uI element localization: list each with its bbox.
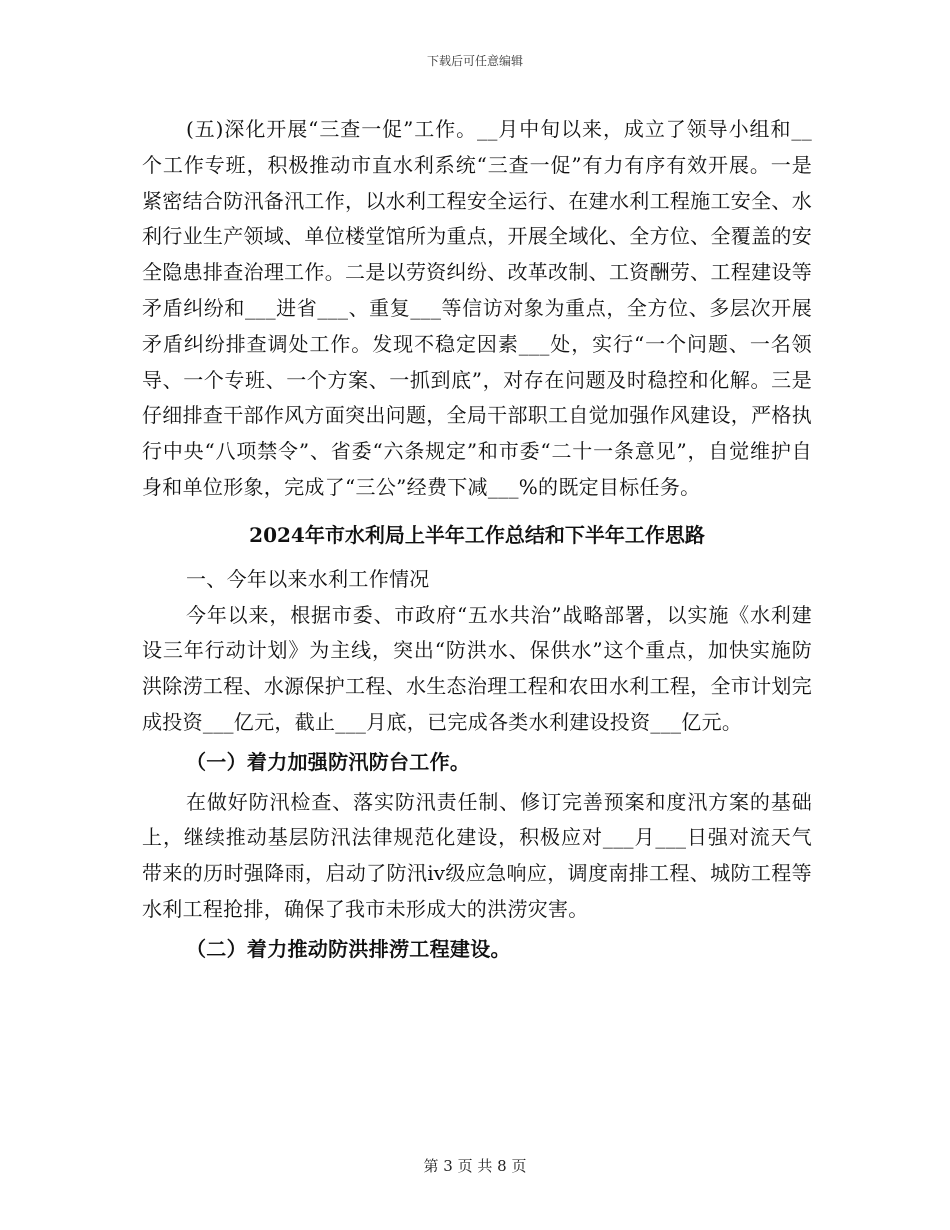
item-1-body: 在做好防汛检查、落实防汛责任制、修订完善预案和度汛方案的基础上，继续推动基层防汛法律规范化建设，积极应对___月___日强对流天气带来的历时强降雨，启动了防汛ⅳ级应急响应，调度南排工程、城防工程等水利工程抢排，确保了我市未形成大的洪涝灾害。 bbox=[142, 789, 812, 921]
part-1-intro: 今年以来，根据市委、市政府“五水共治”战略部署，以实施《水利建设三年行动计划》为主线，突出“防洪水、保供水”这个重点，加快实施防洪除涝工程、水源保护工程、水生态治理工程和农田水利工程，全市计划完成投资___亿元，截止___月底，已完成各类水利建设投资___亿元。 bbox=[142, 602, 812, 734]
page-header: 下载后可任意编辑 bbox=[426, 54, 523, 68]
document-body bbox=[142, 112, 812, 968]
item-1-heading: （一）着力加强防汛防台工作。 bbox=[186, 749, 471, 774]
item-2-heading: （二）着力推动防洪排涝工程建设。 bbox=[186, 936, 511, 961]
section-5-paragraph: (五)深化开展“三查一促”工作。__月中旬以来，成立了领导小组和__个工作专班，积极推动市直水利系统“三查一促”有力有序有效开展。一是紧密结合防汛备汛工作，以水利工程安全运行、在建水利工程施工安全、水利行业生产领域、单位楼堂馆所为重点，开展全域化、全方位、全覆盖的安全隐患排查治理工作。二是以劳资纠纷、改革改制、工资酬劳、工程建设等矛盾纠纷和___进省___、重复___等信访对象为重点，全方位、多层次开展矛盾纠纷排查调处工作。发现不稳定因素___处，实行“一个问题、一名领导、一个专班、一个方案、一抓到底”，对存在问题及时稳控和化解。三是仔细排查干部作风方面突出问题，全局干部职工自觉加强作风建设，严格执行中央“八项禁令”、省委“六条规定”和市委“二十一条意见”，自觉维护自身和单位形象，完成了“三公”经费下减___%的既定目标任务。 bbox=[142, 117, 812, 499]
page-footer: 第 3 页 共 8 页 bbox=[423, 1157, 527, 1175]
part-1-heading: 一、今年以来水利工作情况 bbox=[186, 566, 430, 591]
document-title: 2024年市水利局上半年工作总结和下半年工作思路 bbox=[249, 522, 705, 547]
